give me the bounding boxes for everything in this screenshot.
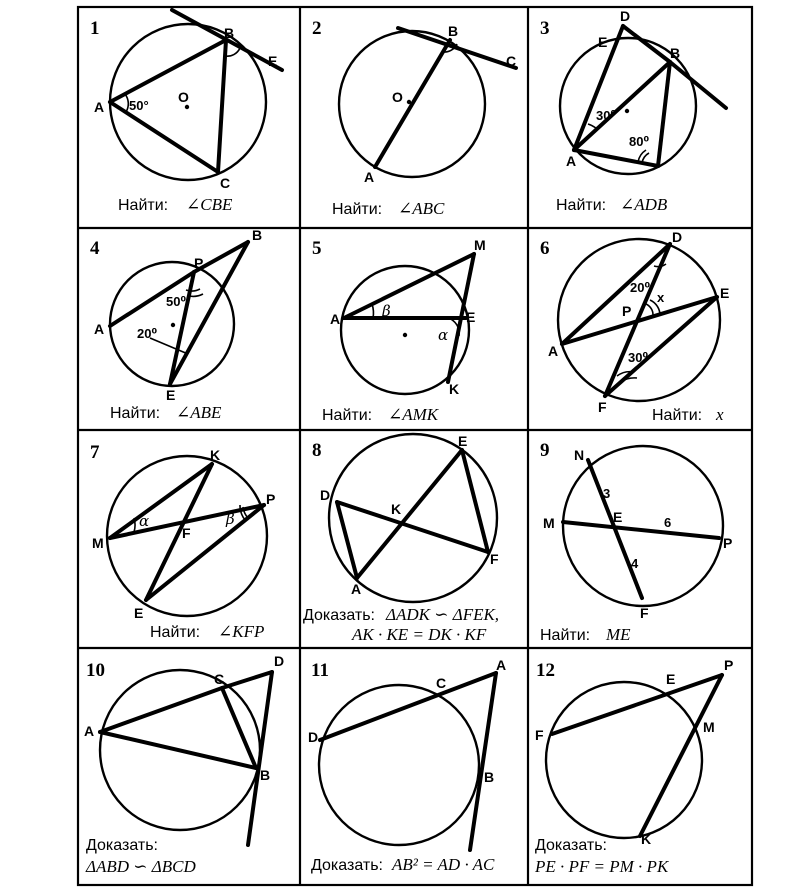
angle-label: 20⁰ (137, 326, 158, 341)
task-expression: ΔADK ∽ ΔFEK, (386, 605, 500, 624)
task-expression: ∠AMK (388, 405, 439, 424)
problem-8 (303, 433, 499, 644)
angle-label: 20⁰ (630, 280, 651, 295)
point-label: K (449, 381, 460, 397)
circle (329, 434, 497, 602)
task-label: Найти: (652, 407, 703, 424)
task-expression: ∠CBE (186, 195, 233, 214)
point-label: E (613, 509, 623, 525)
point-label: C (436, 675, 447, 691)
point-label: F (535, 727, 544, 743)
task-label: Доказать: (86, 837, 158, 854)
point-label: A (84, 723, 95, 739)
problem-number: 10 (86, 660, 105, 681)
problem-7 (90, 442, 275, 641)
point-label: M (474, 237, 486, 253)
task-expression: ∠KFP (218, 622, 265, 641)
task-expression: ∠ABE (176, 403, 222, 422)
point-label: O (178, 89, 189, 105)
point-label: K (391, 501, 402, 517)
point-label: D (620, 8, 631, 24)
point-label: D (274, 653, 285, 669)
task-label: Доказать: (303, 607, 375, 624)
point-label: A (496, 657, 507, 673)
problem-number: 8 (312, 440, 322, 461)
point-label: D (308, 729, 319, 745)
point-label: M (703, 719, 715, 735)
point-label: E (598, 34, 608, 50)
point-label: N (574, 447, 585, 463)
point-label: E (268, 53, 278, 69)
problem-number: 7 (90, 442, 100, 463)
point-label: F (182, 525, 191, 541)
point-label: K (210, 447, 221, 463)
point-label: A (548, 343, 559, 359)
point-label: F (598, 399, 607, 415)
angle-label: β (226, 510, 235, 528)
point-label: D (672, 229, 683, 245)
problem-number: 2 (312, 18, 322, 39)
angle-label: α (438, 326, 449, 344)
point-label: A (94, 99, 105, 115)
point-label: P (194, 255, 204, 271)
angle-label: x (657, 290, 665, 305)
angle-label: α (139, 512, 150, 530)
point-label: B (448, 23, 459, 39)
problem-1 (90, 10, 282, 214)
task-expression: ME (606, 625, 631, 644)
center-dot (625, 109, 629, 113)
task-expression: AB² = AD · AC (392, 855, 495, 874)
problem-number: 5 (312, 238, 322, 259)
task-expression-2: AK · KE = DK · KF (352, 625, 487, 644)
task-label: Доказать: (311, 857, 383, 874)
point-label: E (166, 387, 176, 403)
problem-4 (90, 227, 262, 422)
task-expression: x (716, 405, 724, 424)
problem-11 (308, 657, 506, 874)
task-label: Найти: (110, 405, 161, 422)
point-label: O (392, 89, 403, 105)
problem-5 (312, 237, 486, 424)
point-label: P (266, 491, 276, 507)
segment-label: 3 (603, 486, 611, 501)
point-label: A (94, 321, 105, 337)
task-label: Найти: (540, 627, 591, 644)
problem-3 (540, 8, 726, 214)
point-label: A (364, 169, 375, 185)
problem-number: 11 (311, 660, 329, 681)
point-label: M (92, 535, 104, 551)
angle-label: β (382, 302, 391, 320)
point-label: F (490, 551, 499, 567)
problem-12 (534, 657, 733, 876)
center-dot (185, 105, 189, 109)
point-label: E (466, 309, 476, 325)
center-dot (171, 323, 175, 327)
task-label: Найти: (150, 624, 201, 641)
point-label: B (260, 767, 271, 783)
point-label: P (622, 303, 632, 319)
point-label: A (351, 581, 362, 597)
task-expression: ∠ADB (620, 195, 668, 214)
angle-label: 50⁰ (166, 294, 187, 309)
point-label: C (220, 175, 231, 191)
problem-9 (540, 440, 732, 644)
problem-number: 1 (90, 18, 100, 39)
center-dot (403, 333, 407, 337)
point-label: B (224, 25, 235, 41)
center-dot (407, 100, 411, 104)
task-label: Доказать: (535, 837, 607, 854)
task-expression: PE · PF = PM · PK (535, 857, 669, 876)
problem-number: 3 (540, 18, 550, 39)
point-label: A (566, 153, 577, 169)
point-label: C (506, 53, 517, 69)
problem-number: 4 (90, 238, 100, 259)
point-label: F (640, 605, 649, 621)
point-label: E (720, 285, 730, 301)
problem-number: 9 (540, 440, 550, 461)
angle-label: 30⁰ (628, 350, 649, 365)
task-label: Найти: (556, 197, 607, 214)
problem-number: 6 (540, 238, 550, 259)
point-label: K (641, 831, 652, 847)
problem-6 (540, 229, 729, 424)
task-expression: ∠ABC (398, 199, 445, 218)
task-label: Найти: (322, 407, 373, 424)
point-label: P (724, 657, 734, 673)
point-label: E (458, 433, 468, 449)
point-label: C (214, 671, 225, 687)
angle-label: 30⁰ (596, 108, 617, 123)
point-label: A (330, 311, 341, 327)
point-label: P (723, 535, 733, 551)
segment-label: 4 (631, 556, 639, 571)
angle-label: 80⁰ (629, 134, 650, 149)
task-label: Найти: (118, 197, 169, 214)
point-label: M (543, 515, 555, 531)
problem-2 (312, 18, 516, 218)
point-label: E (666, 671, 676, 687)
point-label: D (320, 487, 331, 503)
problem-number: 12 (536, 660, 555, 681)
problem-10 (84, 653, 284, 876)
task-expression: ΔABD ∽ ΔBCD (86, 857, 196, 876)
point-label: E (134, 605, 144, 621)
point-label: B (484, 769, 495, 785)
task-label: Найти: (332, 201, 383, 218)
point-label: B (670, 45, 681, 61)
point-label: B (252, 227, 263, 243)
angle-label: 50° (129, 98, 149, 113)
segment-label: 6 (664, 515, 672, 530)
